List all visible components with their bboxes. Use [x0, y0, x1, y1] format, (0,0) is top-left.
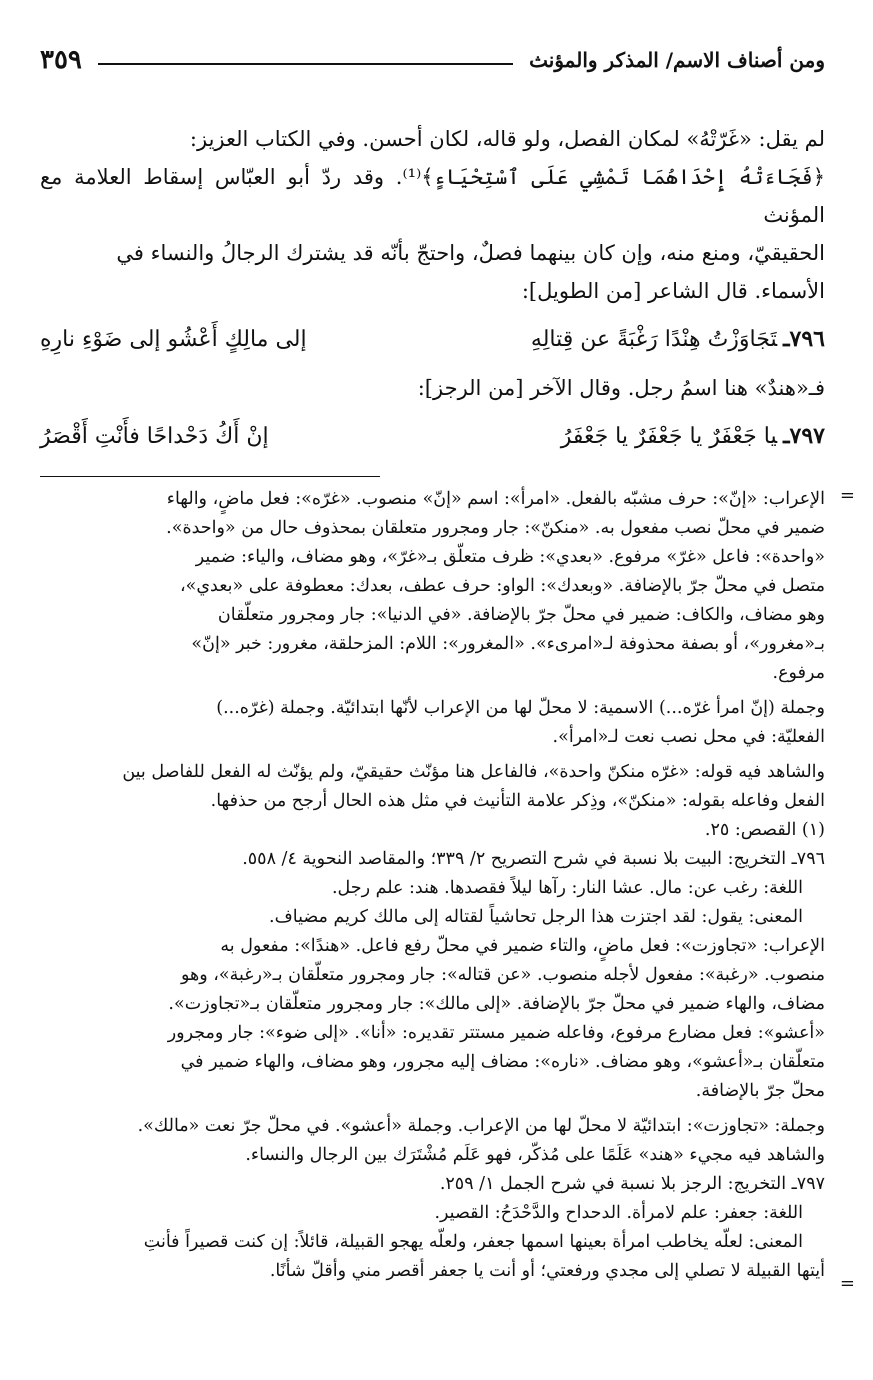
continuation-mark: = — [839, 485, 855, 506]
paragraph: الحقيقيّ، ومنع منه، وإن كان بينهما فصلٌ، واحتجّ بأنّه قد يشترك الرجالُ والنساء في — [116, 241, 825, 265]
note-line: متصل في محلّ جرّ بالإضافة. «وبعدك»: الواو: حرف عطف، بعدك: معطوفة على «بعدي»، — [179, 576, 825, 596]
note-line: مضاف، والهاء ضمير في محلّ جرّ بالإضافة. «إلى مالك»: جار ومجرور متعلّقان بـ«تجاوزت». — [168, 994, 825, 1014]
verse-text: تَجَاوَزْتُ هِنْدًا رَغْبَةً عن قِتالِهِ — [530, 327, 778, 352]
note-line: ٧٩٧ـ التخريج: الرجز بلا نسبة في شرح الجمل ١/ ٢٥٩. — [439, 1174, 825, 1194]
note-line: متعلّقان بـ«أعشو»، وهو مضاف. «ناره»: مضاف إليه مجرور، وهو مضاف، والهاء ضمير في — [180, 1052, 825, 1072]
header-rule — [98, 63, 513, 65]
verse-797 — [40, 415, 825, 458]
verse-first-hemistich — [561, 415, 825, 458]
note-line: «واحدة»: فاعل «غرّ» مرفوع. «بعدي»: ظرف متعلّق بـ«غرّ»، وهو مضاف، والياء: ضمير — [195, 547, 825, 567]
running-title: ومن أصناف الاسم/ المذكر والمؤنث — [529, 48, 825, 72]
note-line: ضمير في محلّ نصب مفعول به. «منكنّ»: جار ومجرور متعلقان بمحذوف حال من «واحدة». — [166, 518, 825, 538]
note-line: وجملة (إنّ امرأ غرّه...) الاسمية: لا محلّ لها من الإعراب لأنّها ابتدائيّة. وجملة (غرّه...) — [216, 698, 825, 718]
note-line: والشاهد فيه مجيء «هند» عَلَمًا على مُذكّر، فهو عَلَم مُشْتَرَك بين الرجال والنساء. — [245, 1145, 825, 1165]
note-line: اللغة: رغب عن: مال. عشا النار: رآها ليلاً فقصدها. هند: علم رجل. — [331, 878, 803, 898]
note-line: مرفوع. — [772, 663, 825, 683]
note-line: بـ«مغرور»، أو بصفة محذوفة لـ«امرىء». «المغرور»: اللام: المزحلقة، مغرور: خبر «إنّ» — [191, 634, 825, 654]
paragraph: الأسماء. قال الشاعر [من الطويل]: — [521, 279, 825, 303]
note-line: الإعراب: «تجاوزت»: فعل ماضٍ، والتاء ضمير في محلّ رفع فاعل. «هندًا»: مفعول به — [220, 936, 825, 956]
note-line: الفعليّة: في محل نصب نعت لـ«امرأ». — [552, 727, 825, 747]
paragraph: لم يقل: «غَرّتْهُ» لمكان الفصل، ولو قاله، لكان أحسن. وفي الكتاب العزيز: — [189, 127, 825, 151]
footnote-1: (١) القصص: ٢٥. — [704, 820, 825, 840]
note-line: وجملة: «تجاوزت»: ابتدائيّة لا محلّ لها من الإعراب. وجملة «أعشو». في محلّ جرّ نعت «مالك». — [137, 1116, 825, 1136]
note-line: «أعشو»: فعل مضارع مرفوع، وفاعله ضمير مستتر تقديره: «أنا». «إلى ضوء»: جار ومجرور — [167, 1023, 825, 1043]
note-line: المعنى: يقول: لقد اجتزت هذا الرجل تحاشياً لقتاله إلى مالك كريم مضياف. — [269, 907, 803, 927]
footnotes — [40, 485, 855, 1294]
note-line: الإعراب: «إنّ»: حرف مشبّه بالفعل. «امرأ»: اسم «إنّ» منصوب. «غرّه»: فعل ماضٍ، والهاء — [166, 489, 825, 509]
page-number: ٣٥٩ — [40, 45, 82, 75]
verse-second-hemistich: إنْ أَكُ دَحْداحًا فأَنْتِ أَقْصَرُ — [40, 424, 269, 449]
verse-first-hemistich — [531, 318, 825, 361]
page-header — [40, 40, 825, 80]
note-line: اللغة: جعفر: علم لامرأة. الدحداح والدَّحْدَحُ: القصير. — [434, 1203, 803, 1223]
paragraph: فـ«هندٌ» هنا اسمُ رجل. وقال الآخر [من الرجز]: — [417, 376, 825, 400]
note-line: والشاهد فيه قوله: «غرّه منكنّ واحدة»، فالفاعل هنا مؤنّث حقيقيّ، ولم يؤنّث له الفعل للفاصل بين — [122, 762, 825, 782]
paragraph: ﴿فَجَاءَتْهُ إِحْدَاهُمَا تَمْشِي عَلَى ٱسْتِحْيَاءٍ﴾⁽¹⁾. وقد ردّ أبو العبّاس إسقاط العلامة مع المؤنث — [40, 165, 825, 227]
verse-number: ٧٩٦ـ — [783, 326, 825, 352]
note-line: المعنى: لعلّه يخاطب امرأة بعينها اسمها جعفر، ولعلّه يهجو القبيلة، قائلاً: إن كنت قصيراً فأنتِ — [143, 1232, 803, 1252]
note-line: وهو مضاف، والكاف: ضمير في محلّ جرّ بالإضافة. «في الدنيا»: جار ومجرور متعلّقان — [217, 605, 825, 625]
verse-number: ٧٩٧ـ — [783, 423, 825, 449]
note-line: الفعل وفاعله بقوله: «منكنّ»، وذِكر علامة التأنيث في مثل هذه الحال أرجح من حذفها. — [210, 791, 825, 811]
note-line: محلّ جرّ بالإضافة. — [695, 1081, 825, 1101]
verse-text: يا جَعْفَرٌ يا جَعْفَرٌ يا جَعْفَرُ — [560, 424, 778, 449]
note-line: أيتها القبيلة لا تصلي إلى مجدي ورفعتي؛ أو أنت يا جعفر أقصر مني وأقلّ شأنًا. — [269, 1261, 825, 1281]
continuation-mark: = — [839, 1273, 855, 1294]
verse-second-hemistich: إلى مالِكٍ أَعْشُو إلى ضَوْءِ نارِهِ — [40, 327, 307, 352]
footnote-rule — [40, 476, 380, 477]
verse-796 — [40, 318, 825, 361]
note-line: ٧٩٦ـ التخريج: البيت بلا نسبة في شرح التصريح ٢/ ٣٣٩؛ والمقاصد النحوية ٤/ ٥٥٨. — [242, 849, 825, 869]
note-line: منصوب. «رغبة»: مفعول لأجله منصوب. «عن قتاله»: جار ومجرور متعلّقان بـ«رغبة»، وهو — [181, 965, 825, 985]
page — [40, 40, 855, 1294]
main-text — [40, 120, 825, 458]
